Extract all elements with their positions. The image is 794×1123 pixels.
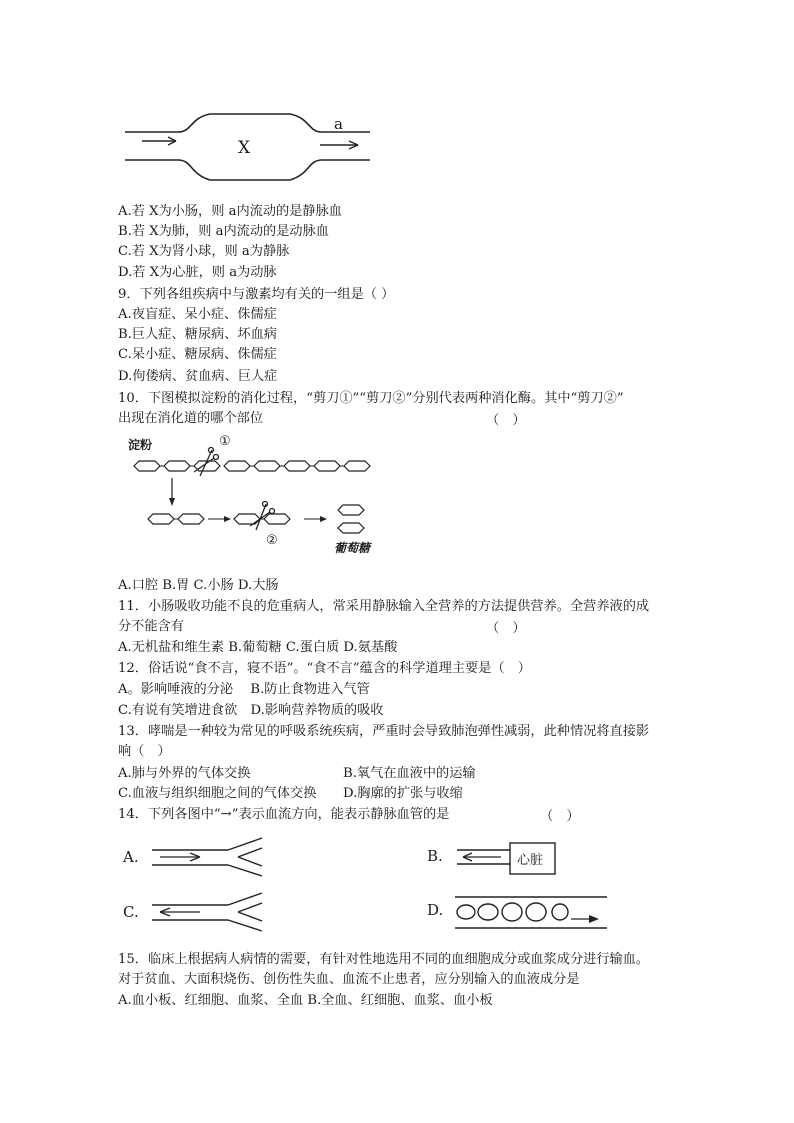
- starch-digestion-diagram: [128, 432, 378, 562]
- q8-option-c: C.若 X为肾小球，则 a为静脉: [118, 244, 290, 259]
- q9-option-c: C.呆小症、糖尿病、侏儒症: [118, 347, 277, 362]
- q14-label-b: B.: [427, 847, 443, 865]
- q12-stem: 12．俗话说“食不言，寝不语”。“食不言”蕴含的科学道理主要是（ ）: [118, 661, 531, 676]
- q9-stem: 9．下列各组疾病中与激素均有关的一组是（ ）: [118, 287, 395, 302]
- q14-stem: 14．下列各图中“→”表示血流方向，能表示静脉血管的是: [118, 807, 450, 822]
- q13-stem-line2: 响（ ）: [118, 744, 171, 759]
- q8-option-b: B.若 X为肺，则 a内流动的是动脉血: [118, 224, 329, 239]
- q13-option-b: B.氧气在血液中的运输: [343, 766, 476, 781]
- q14-figure-d: [425, 893, 611, 933]
- q11-answer-paren: （ ）: [486, 621, 526, 636]
- q13-option-d: D.胸廓的扩张与收缩: [343, 786, 463, 801]
- q12-options-row2: C.有说有笑增进食欲 D.影响营养物质的吸收: [118, 703, 384, 718]
- q13-stem-line1: 13．哮喘是一种较为常见的呼吸系统疾病，严重时会导致肺泡弹性减弱，此种情况将直接影: [118, 724, 650, 739]
- organ-x-vessel-diagram: [120, 108, 380, 188]
- q10-stem-line2: 出现在消化道的哪个部位: [118, 411, 264, 426]
- q8-option-d: D.若 X为心脏，则 a为动脉: [118, 265, 277, 280]
- q8-option-a: A.若 X为小肠，则 a内流动的是静脉血: [118, 204, 342, 219]
- vessel-a-label: a: [334, 115, 343, 133]
- q9-option-d: D.佝偻病、贫血病、巨人症: [118, 369, 278, 384]
- q14-label-a: A.: [123, 848, 139, 866]
- q11-stem-line1: 11．小肠吸收功能不良的危重病人，常采用静脉输入全营养的方法提供营养。全营养液的成: [118, 599, 650, 614]
- q11-options: A.无机盐和维生素 B.葡萄糖 C.蛋白质 D.氨基酸: [118, 640, 398, 655]
- q14-answer-paren: （ ）: [540, 809, 580, 824]
- q14-label-c: C.: [123, 903, 139, 921]
- scissors-2-label: ②: [266, 533, 278, 548]
- q15-stem-line2: 对于贫血、大面积烧伤、创伤性失血、血流不止患者，应分别输入的血液成分是: [118, 972, 580, 987]
- q13-option-c: C.血液与组织细胞之间的气体交换: [118, 786, 317, 801]
- q14-figure-a: [120, 838, 270, 878]
- q9-option-a: A.夜盲症、呆小症、侏儒症: [118, 307, 277, 322]
- q10-options: A.口腔 B.胃 C.小肠 D.大肠: [118, 578, 279, 593]
- glucose-label: 葡萄糖: [334, 541, 371, 555]
- organ-x-label: X: [238, 138, 251, 158]
- q12-options-row1: A。影响唾液的分泌 B.防止食物进入气管: [118, 682, 370, 697]
- q15-stem-line1: 15．临床上根据病人病情的需要，有针对性地选用不同的血细胞成分或血浆成分进行输血。: [118, 952, 650, 967]
- scissors-2-icon: [250, 502, 275, 531]
- q10-stem-line1: 10．下图模拟淀粉的消化过程，“剪刀①”“剪刀②”分别代表两种消化酶。其中“剪刀②”: [118, 391, 624, 406]
- q14-label-d: D.: [427, 901, 444, 919]
- q10-answer-paren: （ ）: [486, 413, 526, 428]
- starch-label: 淀粉: [128, 438, 153, 452]
- q14-figure-c: [120, 893, 270, 933]
- q11-stem-line2: 分不能含有: [118, 619, 184, 634]
- q9-option-b: B.巨人症、糖尿病、坏血病: [118, 327, 277, 342]
- q14-figure-b: [425, 842, 560, 878]
- scissors-1-label: ①: [219, 434, 231, 449]
- q13-option-a: A.肺与外界的气体交换: [118, 766, 251, 781]
- q15-options: A.血小板、红细胞、血浆、全血 B.全血、红细胞、血浆、血小板: [118, 993, 493, 1008]
- heart-label: 心脏: [517, 853, 544, 868]
